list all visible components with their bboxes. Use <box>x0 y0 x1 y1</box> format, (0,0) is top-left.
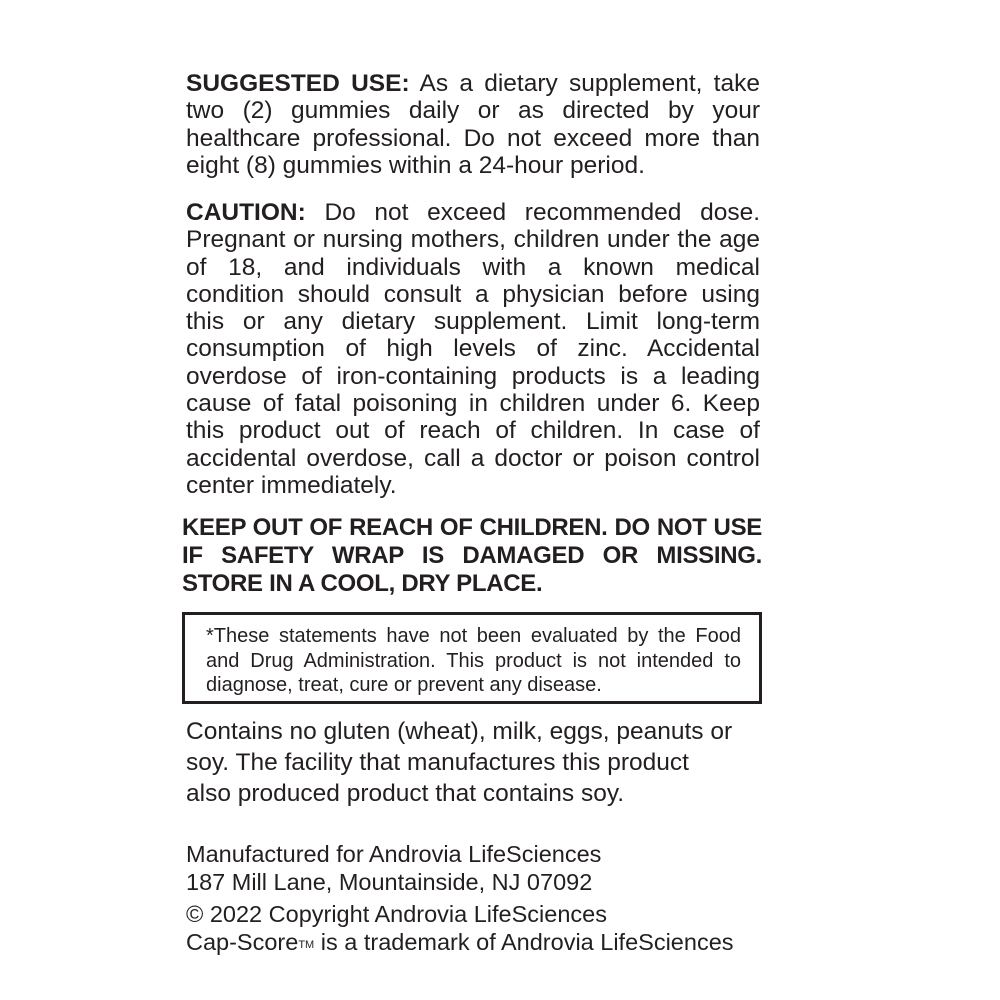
fda-disclaimer-text: *These statements have not been evaluated by the Food and Drug Administration. This product is not intended to diagnose, treat, cure or prevent any disease. <box>206 625 741 696</box>
suggested-use-text: As a dietary supplement, take two (2) gummies daily or as directed by your healthcare professional. Do not exceed more than eight (8) gummies within a 24-hour period. <box>186 70 760 179</box>
child-safety-warning: KEEP OUT OF REACH OF CHILDREN. DO NOT USE IF SAFETY WRAP IS DAMAGED OR MISSING. STORE IN A COOL, DRY PLACE. <box>182 514 762 597</box>
caution-heading: CAUTION: <box>186 199 306 226</box>
manufacturer-info <box>186 840 786 896</box>
allergen-statement <box>186 716 766 809</box>
brand-name: Cap-Score <box>186 929 299 955</box>
allergen-line-3: also produced product that contains soy. <box>186 780 625 807</box>
suggested-use-paragraph <box>186 70 760 179</box>
trademark-text: is a trademark of Androvia LifeSciences <box>314 929 734 955</box>
trademark-symbol: TM <box>298 939 315 951</box>
fda-disclaimer-box <box>182 612 762 704</box>
manufacturer-line: Manufactured for Androvia LifeSciences <box>186 841 602 867</box>
caution-paragraph <box>186 199 760 499</box>
allergen-line-1: Contains no gluten (wheat), milk, eggs, peanuts or <box>186 718 733 745</box>
trademark-line <box>186 928 786 959</box>
caution-text: Do not exceed recommended dose. Pregnant or nursing mothers, children under the age of 18, and individuals with a known medical condition should consult a physician before using this or any dietary supplement. Limit long-term consumption of high levels of zinc. Accidental overdose of iron-containing products is a leading cause of fatal poisoning in children under 6. Keep this product out of reach of children. In case of accidental overdose, call a doctor or poison control center immediately. <box>186 199 760 499</box>
copyright-info <box>186 900 786 959</box>
suggested-use-heading: SUGGESTED USE: <box>186 70 410 97</box>
manufacturer-address: 187 Mill Lane, Mountainside, NJ 07092 <box>186 869 593 895</box>
copyright-line: © 2022 Copyright Androvia LifeSciences <box>186 901 607 927</box>
allergen-line-2: soy. The facility that manufactures this product <box>186 749 689 776</box>
suggested-use-section <box>186 70 760 179</box>
caution-section <box>186 199 760 499</box>
